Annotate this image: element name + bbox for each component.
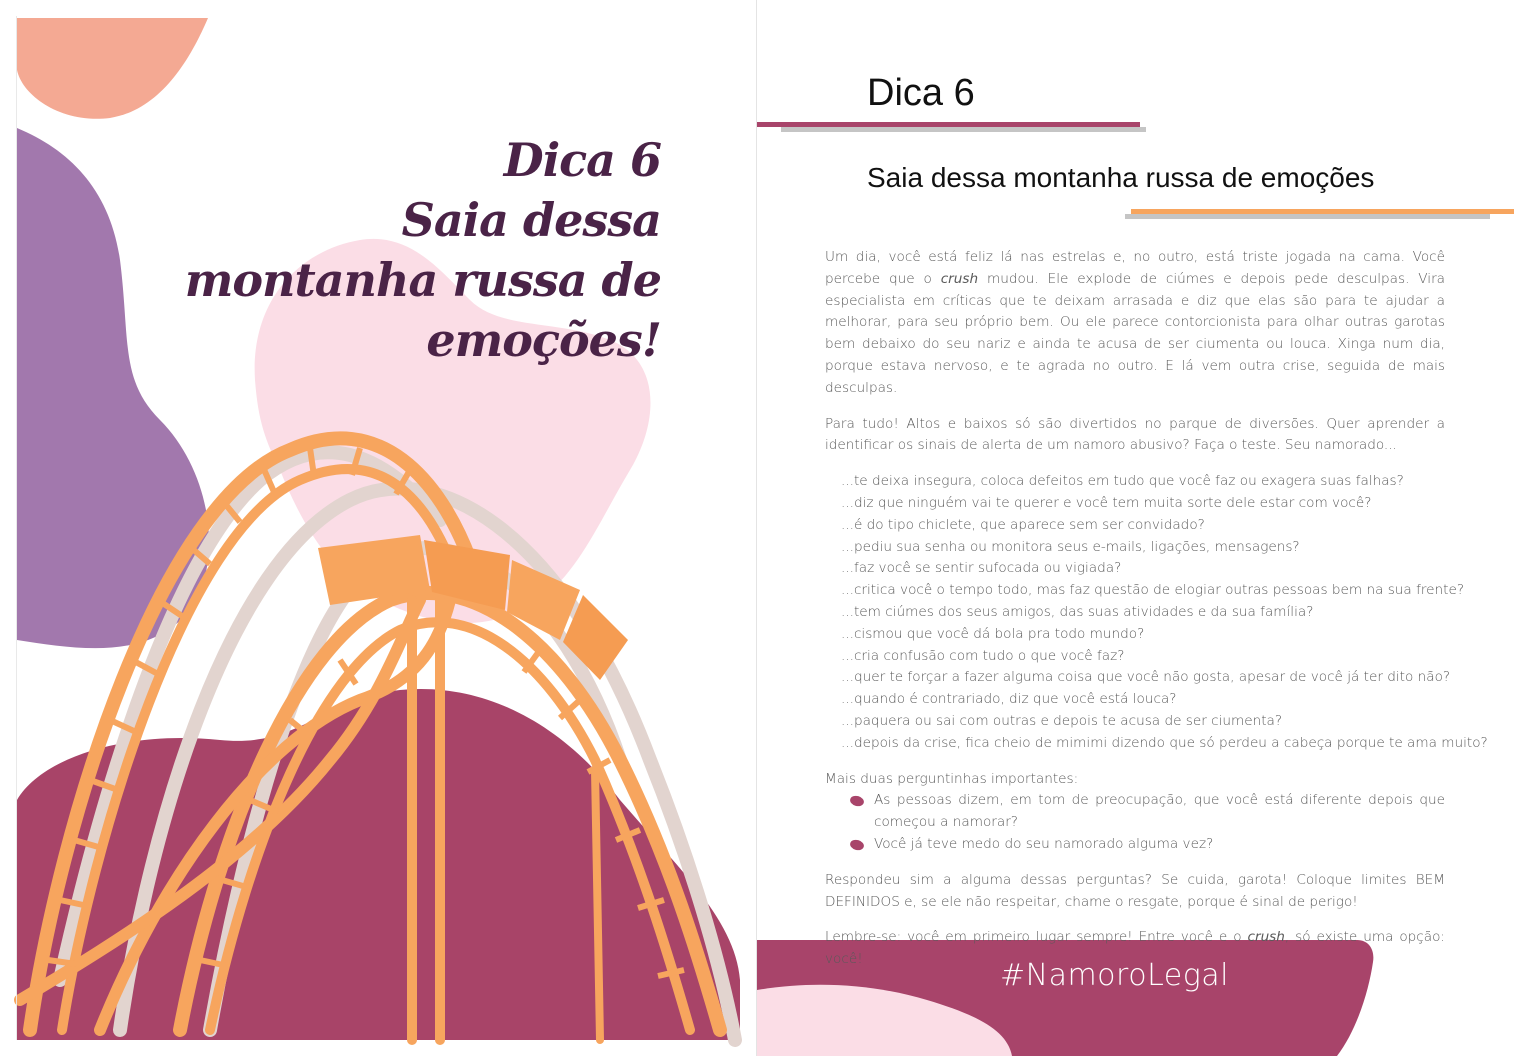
paragraph-intro [825, 247, 1445, 400]
subheading-orange-bar [1131, 209, 1514, 214]
question-item: ...quer te forçar a fazer alguma coisa que você não gosta, apesar de você já ter dito não? [841, 669, 1451, 686]
bullet-text: Você já teve medo do seu namorado alguma vez? [874, 835, 1214, 852]
heading-wine-bar [757, 122, 1140, 127]
paragraph-text: , só existe uma opção: você! [825, 929, 1446, 968]
paragraph-test-intro: Para tudo! Altos e baixos só são divertidos no parque de diversões. Quer aprender a identificar os sinais de alerta de um namoro abusivo? Faça o teste. Seu namorado... [825, 415, 1445, 454]
peach-blob [17, 18, 208, 119]
paragraph-text: mudou. Ele explode de ciúmes e depois pede desculpas. Vira especialista em críticas que te deixam arrasada e diz que elas são para te ajudar a melhorar, para seu próprio bem. Ou ele parece contorcionista para olhar outras garotas bem debaixo do seu nariz e ainda te acusa de ser ciumenta ou louca. Xinga num dia, porque estava nervoso, e te agrada no outro. E lá vem outra crise, seguida de mais desculpas. [825, 270, 1445, 396]
cover-title [101, 130, 661, 370]
page-edge [16, 16, 17, 1040]
question-item: ...critica você o tempo todo, mas faz questão de elogiar outras pessoas bem na sua frente? [841, 582, 1465, 599]
hashtag-footer: #NamoroLegal [1000, 958, 1229, 993]
cover-title-line-2: Saia dessa [401, 193, 661, 247]
question-item: ...paquera ou sai com outras e depois te acusa de ser ciumenta? [841, 712, 1283, 729]
question-item: ...cismou que você dá bola pra todo mundo? [841, 625, 1145, 642]
page-subheading: Saia dessa montanha russa de emoções [867, 162, 1375, 193]
heading-grey-bar [781, 127, 1146, 132]
bullet-dot-icon [849, 838, 865, 851]
paragraph-text: Lembre-se: você em primeiro lugar sempre! Entre você e o [825, 929, 1248, 946]
question-item: ...faz você se sentir sufocada ou vigiada? [841, 560, 1122, 577]
cover-title-line-1: Dica 6 [503, 133, 661, 187]
emphasis-text: crush [1247, 929, 1285, 946]
bullet-item [825, 790, 1445, 834]
question-list [841, 471, 1488, 754]
paragraph-advice: Respondeu sim a alguma dessas perguntas? Se cuida, garota! Coloque limites BEM DEFINIDOS e, se ele não respeitar, chame o resgate, porque é sinal de perigo! [825, 871, 1445, 910]
emphasis-text: crush [940, 270, 979, 287]
question-item: ...cria confusão com tudo o que você faz? [841, 647, 1125, 664]
question-item: ...diz que ninguém vai te querer e você tem muita sorte dele estar com você? [841, 494, 1372, 511]
content-page [757, 0, 1514, 1056]
cover-title-line-3: montanha russa de emoções! [184, 253, 661, 367]
bullet-text: As pessoas dizem, em tom de preocupação, que você está diferente depois que começou a namorar? [874, 792, 1445, 831]
question-item: ...tem ciúmes dos seus amigos, das suas atividades e da sua família? [841, 603, 1314, 620]
question-item: ...depois da crise, fica cheio de mimimi dizendo que só perdeu a cabeça porque te ama muito? [841, 734, 1488, 751]
bullet-dot-icon [849, 795, 865, 808]
article-body [825, 247, 1488, 985]
question-item: ...te deixa insegura, coloca defeitos em tudo que você faz ou exagera suas falhas? [841, 473, 1404, 490]
question-item: ...pediu sua senha ou monitora seus e-mails, ligações, mensagens? [841, 538, 1300, 555]
question-item: ...quando é contrariado, diz que você está louca? [841, 691, 1177, 708]
page-heading: Dica 6 [867, 72, 975, 114]
bullet-item [825, 834, 1445, 856]
subheading-grey-bar [1125, 214, 1490, 219]
paragraph-text: Um dia, você está feliz lá nas estrelas e, no outro, está triste jogada na cama. Você percebe que o [825, 249, 1445, 287]
bullet-list [825, 790, 1445, 855]
question-item: ...é do tipo chiclete, que aparece sem ser convidado? [841, 516, 1205, 533]
more-questions-intro: Mais duas perguntinhas importantes: [825, 770, 1079, 787]
